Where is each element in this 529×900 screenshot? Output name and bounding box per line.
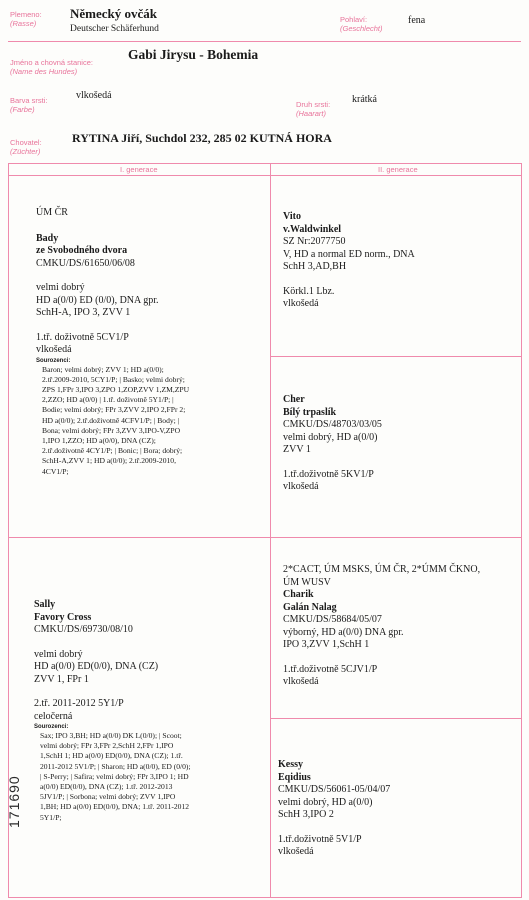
sire-dam-kennel: Bílý trpaslík [283, 406, 337, 418]
dam-dam-reg: CMKU/DS/56061-05/04/07 [278, 784, 391, 795]
sibling-line: 2.tř.2009-2010, 5CY1/P; | Basko; velmi dobrý; [42, 374, 185, 384]
sibling-line: 5Y1/P; [40, 812, 62, 822]
sire-cell [36, 207, 266, 477]
sire-breeding-class: 1.tř. doživotně 5CV1/P [36, 331, 129, 343]
sire-sire-health: V, HD a normal ED norm., DNA [283, 248, 415, 260]
row-divider-middle [8, 537, 521, 538]
row-divider-dam [270, 718, 522, 719]
dam-sire-name: Charik [283, 589, 314, 600]
sire-dam-breeding: 1.tř.doživotně 5KV1/P [283, 468, 374, 480]
generation-2-header: II. generace [378, 165, 418, 174]
dam-breeding-class: 2.tř. 2011-2012 5Y1/P [34, 698, 124, 709]
sire-dam-health: velmi dobrý, HD a(0/0) [283, 431, 378, 443]
dam-sire-reg: CMKU/DS/58684/05/07 [283, 614, 382, 625]
sire-rating: velmi dobrý [36, 282, 85, 293]
dam-sire-color: vlkošedá [283, 676, 319, 687]
sibling-line: Bodie; velmi dobrý; FPr 3,ZVV 2,IPO 2,FPr 2; [42, 405, 186, 415]
coat-value: krátká [352, 94, 377, 105]
dam-exams: ZVV 1, FPr 1 [34, 673, 89, 685]
sibling-line: SchH-A,ZVV 1; HD a(0/0); 2.tř.2009-2010, [42, 456, 176, 466]
header-divider [8, 41, 521, 42]
breed-de: Deutscher Schäferhund [70, 24, 159, 34]
sibling-line: a(0/0) ED(0/0), DNA (CZ); 1.tř. 2012-2013 [40, 782, 173, 792]
dam-sire-cell [283, 564, 519, 689]
sire-sire-reg: SZ Nr:2077750 [283, 236, 346, 247]
sibling-line: HD a(0/0); 2.tř.doživotně 4CFV1/P; | Body; | [42, 415, 180, 425]
sibling-line: Sax; IPO 3,BH; HD a(0/0) DK L(0/0); | Scoot; [40, 731, 182, 740]
sire-sire-cell [283, 211, 518, 311]
dam-health: HD a(0/0) ED(0/0), DNA (CZ) [34, 661, 159, 672]
sibling-line: 2,ZZO; HD a(0/0) | 1.tř. doživotně 5Y1/P; | [42, 395, 174, 405]
dam-siblings [34, 731, 266, 823]
dam-sire-kennel: Galán Nalag [283, 601, 337, 613]
sire-title: ÚM ČR [36, 207, 68, 218]
sire-dam-name: Cher [283, 394, 305, 405]
sire-health: HD a(0/0) ED (0/0), DNA gpr. [36, 294, 159, 306]
dam-dam-name: Kessy [278, 759, 303, 770]
dam-siblings-label: Sourozenci: [34, 724, 69, 730]
sire-siblings [36, 365, 266, 477]
sire-sire-breeding: Körkl.1 Lbz. [283, 285, 335, 297]
dam-sire-titles-2: ÚM WUSV [283, 576, 331, 588]
dog-name: Gabi Jirysu - Bohemia [128, 47, 259, 62]
sire-siblings-label: Sourozenci: [36, 357, 71, 364]
sibling-line: 1,SchH 1; HD a(0/0) ED(0/0), DNA (CZ); 1.tř. [40, 751, 183, 761]
dam-sire-titles: 2*CACT, ÚM MSKS, ÚM ČR, 2*ÚMM ČKNO, [283, 564, 481, 575]
dam-dam-color: vlkošedá [278, 846, 314, 857]
dam-dam-breeding: 1.tř.doživotně 5V1/P [278, 833, 362, 845]
sire-sire-name: Vito [283, 211, 301, 222]
sire-dam-cell [283, 394, 518, 494]
stamp-number: 171690 [6, 775, 22, 828]
sex-label: Pohlaví: (Geschlecht) [340, 15, 383, 33]
breed-cz: Německý ovčák [70, 6, 158, 21]
name-label: Jméno a chovná stanice: (Name des Hundes) [10, 58, 93, 76]
sibling-line: Baron; velmi dobrý; ZVV 1; HD a(0/0); [42, 364, 164, 374]
sibling-line: ZPS 1,FPr 3,IPO 3,ZPO 1,ZOP,ZVV 1,ZM,ZPU [42, 384, 190, 394]
sibling-line: 4CV1/P; [42, 466, 69, 476]
breeder-value: RYTINA Jiří, Suchdol 232, 285 02 KUTNÁ HORA [72, 131, 332, 145]
sibling-line: 2.tř.doživotně 4CY1/P; | Bonic; | Bora; dobrý; [42, 446, 183, 456]
sibling-line: | S-Perry; | Safira; velmi dobrý; FPr 3,IPO 1; HD [40, 771, 189, 781]
sibling-line: 1,BH; HD a(0/0) ED(0/0), DNA; 1.tř. 2011-2012 [40, 802, 190, 812]
generation-1-header: I. generace [120, 165, 158, 174]
color-label: Barva srsti: (Farbe) [10, 96, 48, 114]
breeder-label: Chovatel: (Züchter) [10, 138, 42, 156]
table-right-border [521, 163, 522, 898]
coat-label: Druh srsti: (Haarart) [296, 100, 331, 118]
table-middle-border [270, 163, 271, 898]
dam-reg: CMKU/DS/69730/08/10 [34, 624, 133, 635]
color-value: vlkošedá [76, 90, 112, 101]
dam-dam-exams: SchH 3,IPO 2 [278, 809, 334, 820]
dam-sire-exams: IPO 3,ZVV 1,SchH 1 [283, 639, 370, 650]
dam-name: Sally [34, 599, 56, 610]
table-bottom-border [8, 897, 521, 898]
sibling-line: 2011-2012 5V1/P; | Sharon; HD a(0/0), ED (0/0); [40, 761, 191, 771]
sibling-line: velmi dobrý; FPr 3,FPr 2,SchH 2,FPr 1,IPO [40, 741, 174, 751]
sire-color: vlkošedá [36, 344, 72, 355]
dam-cell [34, 599, 266, 823]
row-divider-sire [270, 356, 522, 357]
dam-dam-cell [278, 759, 518, 859]
dam-sire-breeding: 1.tř.doživotně 5CJV1/P [283, 663, 378, 675]
dam-dam-health: velmi dobrý, HD a(0/0) [278, 796, 373, 808]
dam-sire-health: výborný, HD a(0/0) DNA gpr. [283, 626, 404, 638]
sire-dam-reg: CMKU/DS/48703/03/05 [283, 419, 382, 430]
sire-kennel: ze Svobodného dvora [36, 245, 128, 256]
sibling-line: 1,IPO 1,ZZO; HD a(0/0), DNA (CZ); [42, 435, 156, 445]
sire-dam-exams: ZVV 1 [283, 444, 311, 455]
dam-kennel: Favory Cross [34, 611, 92, 623]
dam-color: celočerná [34, 710, 73, 722]
generation-header-border [8, 175, 521, 176]
sire-sire-exams: SchH 3,AD,BH [283, 261, 347, 272]
breed-label: Plemeno: (Rasse) [10, 10, 42, 28]
sibling-line: Bona; velmi dobrý; FPr 3,ZVV 3,IPO-V,ZPO [42, 425, 181, 435]
sire-name: Bady [36, 232, 59, 244]
sire-dam-color: vlkošedá [283, 481, 319, 492]
table-top-border [8, 163, 521, 164]
sire-reg: CMKU/DS/61650/06/08 [36, 257, 135, 269]
sire-sire-color: vlkošedá [283, 298, 319, 309]
dam-dam-kennel: Eqidius [278, 771, 311, 783]
dam-rating: velmi dobrý [34, 648, 83, 660]
sire-exams: SchH-A, IPO 3, ZVV 1 [36, 307, 131, 318]
sex-value: fena [408, 15, 426, 26]
sire-sire-kennel: v.Waldwinkel [283, 223, 342, 235]
sibling-line: 5JV1/P; | Sorbona; velmi dobrý; ZVV 1,IPO [40, 792, 176, 802]
